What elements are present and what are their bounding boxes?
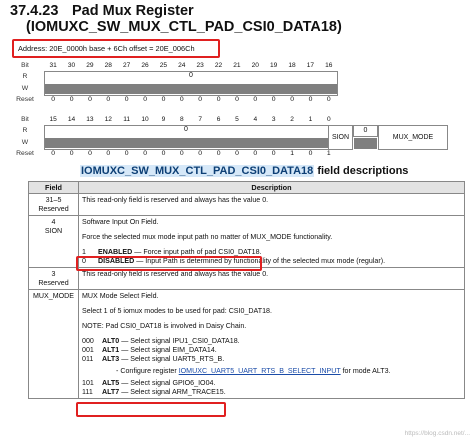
bit-number: 11 (123, 116, 131, 123)
mux-alt5 (82, 379, 461, 388)
enum-text: — Select signal IPU1_CSI0_DATA18. (119, 337, 240, 345)
bit-number: 0 (326, 116, 331, 123)
bit-number: 1 (308, 116, 313, 123)
bit-number: 2 (290, 116, 294, 123)
field-bits: 31–5 (45, 196, 62, 204)
bit-number: 20 (251, 62, 259, 69)
mux-alt0 (82, 337, 461, 346)
bit-number: 24 (178, 62, 186, 69)
bit-number: 30 (67, 62, 76, 69)
config-text: - Configure register (116, 367, 179, 375)
reset-bit: 0 (88, 96, 92, 103)
sion-field: SION (328, 125, 353, 150)
bit-number: 23 (196, 62, 204, 69)
reset-bit: 0 (271, 96, 276, 103)
reset-bit: 0 (235, 150, 239, 157)
upper-r-value: 0 (189, 72, 193, 79)
enum-value: 0 (82, 257, 86, 265)
field-bits: 4 (51, 218, 56, 226)
field-description: This read-only field is reserved and always has the value 0. (79, 268, 465, 290)
bit-number: 22 (214, 62, 223, 69)
mux-alt3 (82, 355, 461, 364)
reset-bit: 0 (235, 96, 239, 103)
bit-number: 27 (123, 62, 131, 69)
enum-name: ALT5 (102, 379, 120, 387)
bit-number: 17 (306, 62, 315, 69)
reset-bit: 0 (216, 96, 221, 103)
lower-r-value: 0 (184, 126, 188, 133)
header-field: Field (29, 182, 79, 194)
enum-value: 1 (82, 248, 86, 256)
bit-number: 3 (271, 116, 276, 123)
bit-number: 19 (270, 62, 278, 69)
section-number: 37.4.23 (10, 3, 59, 19)
reset-bit: 0 (179, 150, 184, 157)
enum-value: 111 (82, 388, 93, 396)
reset-bit: 0 (179, 96, 184, 103)
enum-name: DISABLED (98, 257, 135, 265)
reset-bit: 0 (326, 96, 331, 103)
bit-number: 5 (235, 116, 239, 123)
reset-bit: 0 (290, 96, 294, 103)
reset-row-label: Reset (16, 96, 34, 103)
mux-alt7 (82, 388, 461, 397)
section-heading (10, 3, 470, 35)
register-name: (IOMUXC_SW_MUX_CTL_PAD_CSI0_DATA18) (26, 19, 342, 35)
reset-bit: 1 (326, 150, 331, 157)
bit-number: 7 (198, 116, 203, 123)
reset-bit: 0 (308, 96, 313, 103)
table-header-row (29, 182, 465, 194)
table-row-reserved-31-5 (29, 194, 465, 216)
mux-note: NOTE: Pad CSI0_DAT18 is involved in Daisy Chain. (82, 322, 247, 330)
reset-bit: 0 (198, 150, 203, 157)
lower-bit-numbers (6, 116, 338, 123)
watermark: https://blog.csdn.net/... (404, 430, 470, 437)
reset-bit: 0 (88, 150, 92, 157)
table-row-mux-mode (29, 290, 465, 399)
enum-text: — Select signal GPIO6_IO04. (119, 379, 216, 387)
bit-number: 12 (104, 116, 112, 123)
header-description: Description (79, 182, 465, 194)
config-register-link[interactable]: IOMUXC_UART5_UART_RTS_B_SELECT_INPUT (178, 367, 341, 375)
enum-text: — Input Path is determined by functionality of the selected mux mode (regular). (134, 257, 386, 265)
lower-w-reserved-bits-15-5 (45, 138, 328, 148)
enum-name: ALT7 (102, 388, 120, 396)
bit-label: Bit (21, 116, 29, 123)
field-descriptions-title (80, 165, 408, 177)
reset-bit: 0 (216, 150, 221, 157)
upper-bit-numbers (6, 62, 338, 69)
reset-bit: 0 (124, 150, 129, 157)
bit-number: 13 (86, 116, 94, 123)
bit-number: 10 (141, 116, 149, 123)
r-row-label: R (22, 73, 28, 80)
enum-name: ALT0 (102, 337, 120, 345)
field-name: MUX_MODE (33, 292, 74, 300)
reset-bit: 0 (253, 96, 258, 103)
bit3-w-reserved (354, 138, 377, 149)
field-name: SION (44, 227, 63, 235)
reset-bit: 0 (271, 150, 276, 157)
config-text: for mode ALT3. (340, 367, 391, 375)
bit-number: 16 (325, 62, 333, 69)
bit-number: 9 (161, 116, 166, 123)
field-descriptions-suffix: field descriptions (314, 165, 409, 177)
reset-bit: 0 (106, 150, 111, 157)
field-name: Reserved (38, 205, 69, 213)
mux-mode-field: MUX_MODE (378, 125, 448, 150)
bit-label: Bit (21, 62, 29, 69)
reset-bit: 0 (106, 96, 111, 103)
enum-value: 101 (82, 379, 94, 387)
sion-desc-2: Force the selected mux mode input path no matter of MUX_MODE functionality. (82, 233, 333, 241)
sion-desc-1: Software Input On Field. (82, 218, 159, 226)
reset-bit: 0 (143, 150, 147, 157)
reset-bit: 0 (51, 150, 56, 157)
bit-number: 26 (141, 62, 149, 69)
enum-value: 001 (82, 346, 94, 354)
enum-value: 000 (82, 337, 94, 345)
reset-bit: 0 (198, 96, 203, 103)
enum-name: ALT3 (102, 355, 120, 363)
bit-number: 25 (159, 62, 168, 69)
alt5-highlight-box (76, 402, 226, 417)
reset-bit: 0 (253, 150, 258, 157)
w-row-label: W (21, 139, 29, 146)
bit-number: 8 (179, 116, 184, 123)
enum-value: 011 (82, 355, 94, 363)
bit-number: 15 (49, 116, 57, 123)
reset-bit: 0 (69, 96, 74, 103)
reset-bit: 0 (161, 96, 166, 103)
reset-bit: 0 (51, 96, 56, 103)
reset-bit: 0 (161, 150, 166, 157)
enum-name: ALT1 (102, 346, 120, 354)
reset-bit: 0 (143, 96, 147, 103)
r-row-label: R (22, 127, 28, 134)
reset-bit: 1 (290, 150, 294, 157)
bit-number: 6 (216, 116, 221, 123)
enum-text: — Select signal UART5_RTS_B. (119, 355, 225, 363)
address-box: Address: 20E_0000h base + 6Ch offset = 20E_006Ch (12, 39, 220, 58)
bit-number: 31 (49, 62, 57, 69)
enum-text: — Force input path of pad CSI0_DAT18. (132, 248, 262, 256)
enum-text: — Select signal EIM_DATA14. (119, 346, 217, 354)
reset-bit: 0 (124, 96, 129, 103)
reset-bit: 0 (69, 150, 74, 157)
bit-number: 4 (253, 116, 258, 123)
bit-number: 29 (86, 62, 94, 69)
upper-w-reserved (45, 84, 337, 94)
field-descriptions-table (28, 181, 465, 399)
field-bits: 3 (51, 270, 56, 278)
bit-number: 18 (288, 62, 296, 69)
reset-row-label: Reset (16, 150, 34, 157)
register-name-highlight: IOMUXC_SW_MUX_CTL_PAD_CSI0_DATA18 (81, 165, 314, 177)
section-title: Pad Mux Register (72, 3, 194, 19)
enum-name: ENABLED (98, 248, 133, 256)
bit-number: 21 (233, 62, 241, 69)
mux-alt1 (82, 346, 461, 355)
mux-configure-note (82, 367, 461, 376)
bit-number: 28 (104, 62, 112, 69)
bit3-r-value: 0 (353, 125, 378, 137)
field-description: This read-only field is reserved and always has the value 0. (79, 194, 465, 216)
w-row-label: W (21, 85, 29, 92)
field-name: Reserved (38, 279, 69, 287)
mux-desc-1: MUX Mode Select Field. (82, 292, 159, 300)
mux-desc-2: Select 1 of 5 iomux modes to be used for pad: CSI0_DAT18. (82, 307, 272, 315)
enabled-highlight-box (76, 256, 262, 271)
reset-bit: 0 (308, 150, 313, 157)
bit-number: 14 (67, 116, 76, 123)
enum-text: — Select signal ARM_TRACE15. (119, 388, 226, 396)
